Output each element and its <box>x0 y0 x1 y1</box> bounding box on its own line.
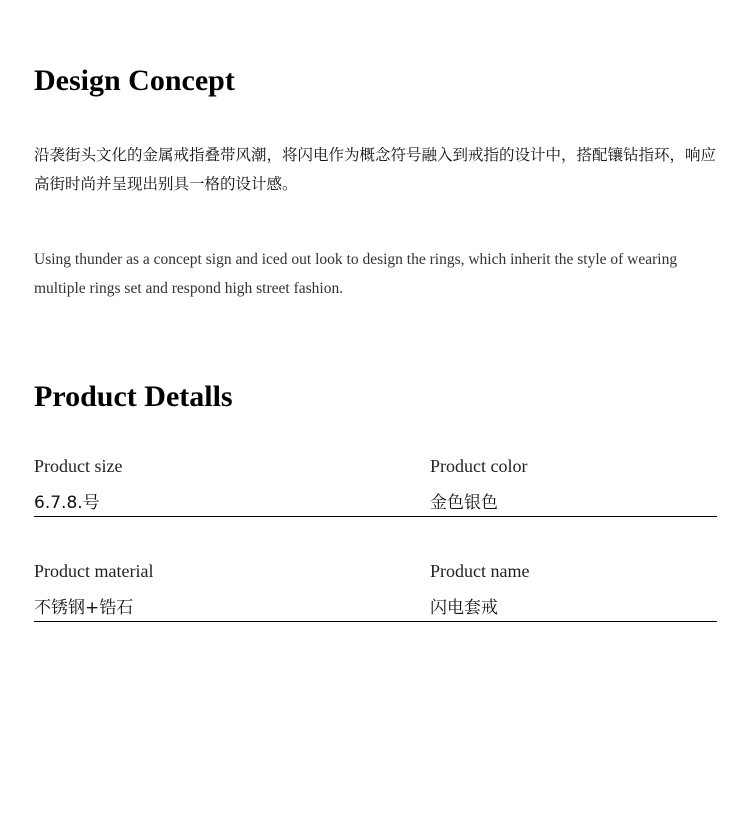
design-description-english: Using thunder as a concept sign and iced out look to design the rings, which inherit the style of wearing multiple rings set and respond high street fashion. <box>34 251 678 297</box>
design-concept-title: Design Concept <box>34 64 235 97</box>
product-color-label: Product color <box>430 456 528 476</box>
product-size-detail <box>34 455 430 517</box>
product-color-value: 金色银色 <box>430 492 717 517</box>
product-material-value: 不锈钢+锆石 <box>34 597 430 622</box>
product-name-value: 闪电套戒 <box>430 597 717 622</box>
product-material-label: Product material <box>34 561 154 581</box>
product-material-detail <box>34 560 430 622</box>
product-color-detail <box>430 455 717 517</box>
product-name-label: Product name <box>430 561 530 581</box>
product-details-title: Product Detalls <box>34 380 233 413</box>
design-description-chinese: 沿袭街头文化的金属戒指叠带风潮，将闪电作为概念符号融入到戒指的设计中，搭配镶钻指环，响应高街时尚并呈现出别具一格的设计感。 <box>34 146 717 193</box>
product-size-value: 6.7.8.号 <box>34 492 430 517</box>
product-name-detail <box>430 560 717 622</box>
product-size-label: Product size <box>34 456 123 476</box>
